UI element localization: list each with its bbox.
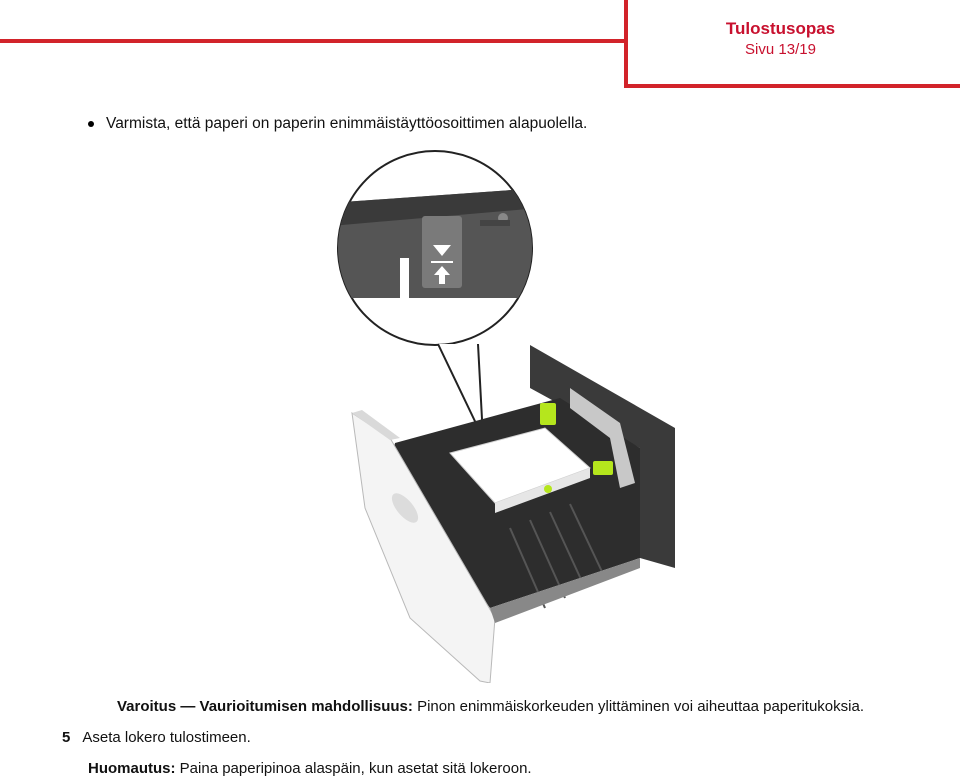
step-text: Aseta lokero tulostimeen. [82,729,251,746]
fill-indicator-closeup [330,188,540,298]
bullet-text: Varmista, että paperi on paperin enimmäistäyttöosoittimen alapuolella. [106,115,588,132]
header-frame-bottom [624,84,960,88]
page-number: Sivu 13/19 [745,41,816,58]
caution-note [117,698,864,715]
step-item [62,729,251,746]
bullet-item [88,115,587,133]
length-guide-tab [540,403,556,425]
header-rule [0,39,628,43]
step-number: 5 [62,729,71,746]
note-text: Paina paperipinoa alaspäin, kun asetat sitä lokeroon. [175,760,532,777]
note-label: Huomautus: [88,760,176,777]
document-title: Tulostusopas [725,19,836,38]
caution-text: Pinon enimmäiskorkeuden ylittäminen voi aiheuttaa paperitukoksia. [412,698,864,715]
bullet-icon [88,121,94,127]
width-guide-tab [593,461,613,475]
paper-tray-illustration [330,148,680,683]
caution-label: Varoitus — Vaurioitumisen mahdollisuus: [117,698,413,715]
note [88,760,532,777]
